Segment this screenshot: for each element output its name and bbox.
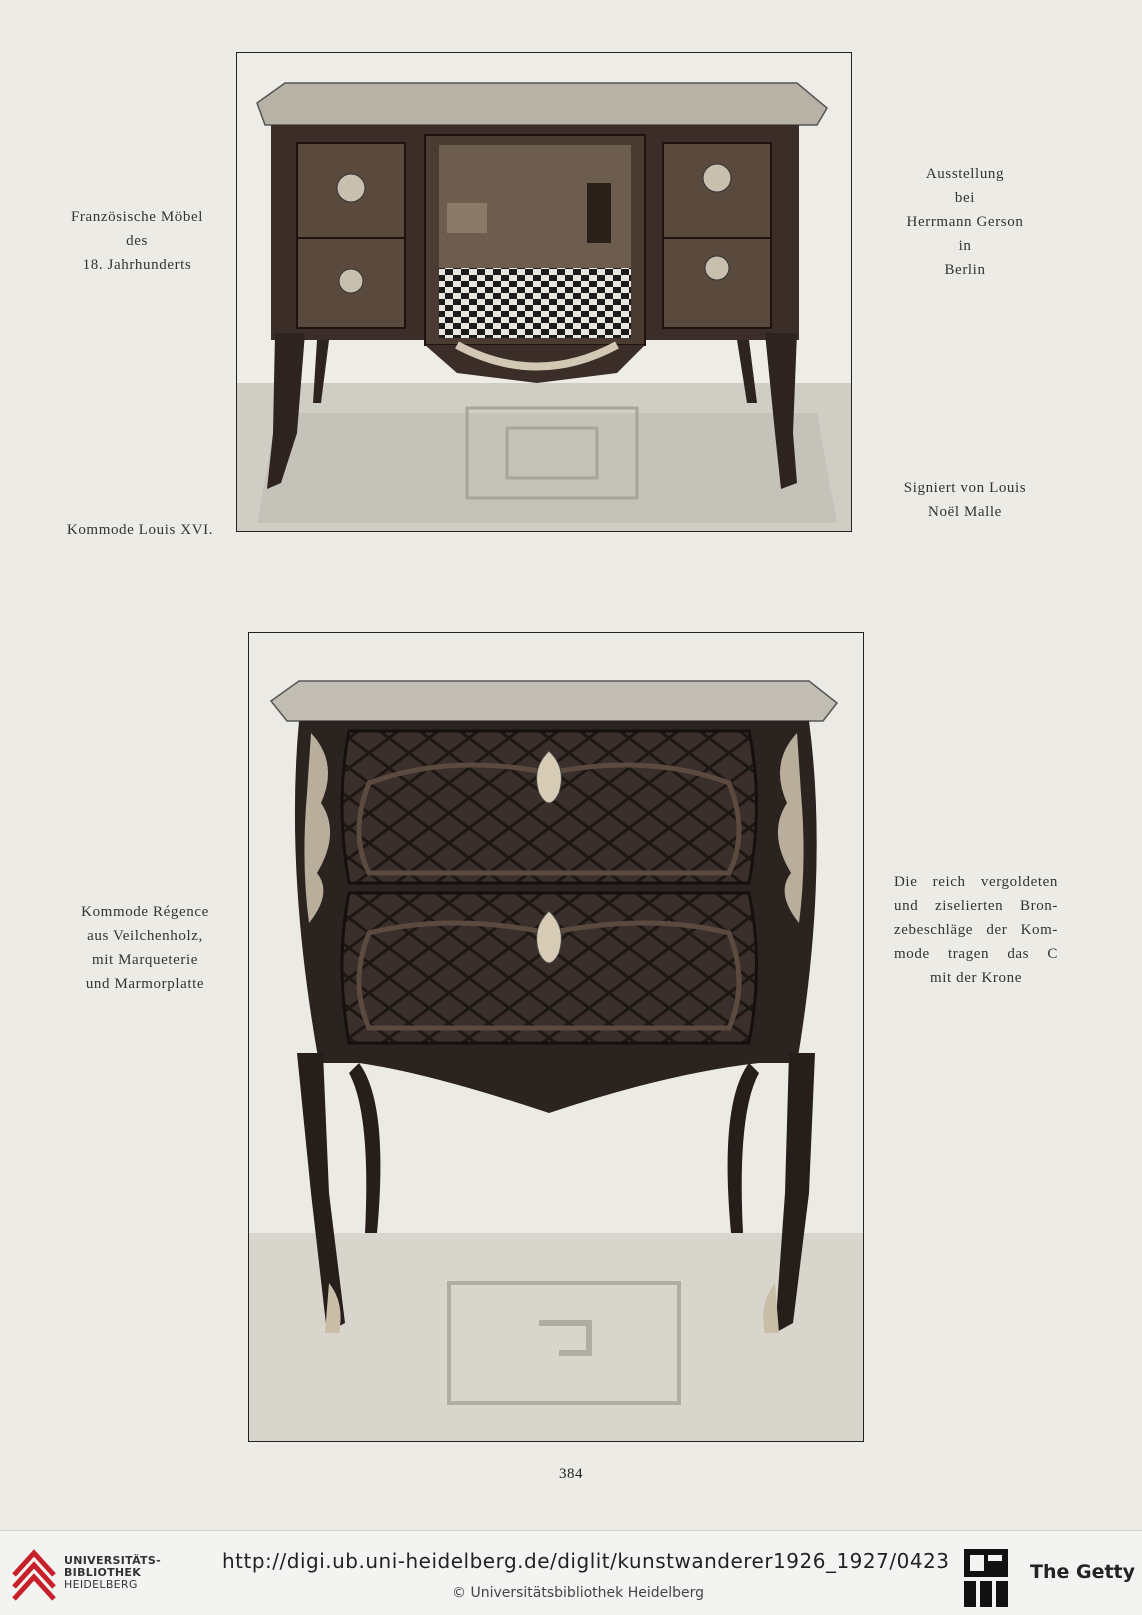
- page-number: 384: [559, 1466, 583, 1482]
- top-right-caption: Ausstellung bei Herrmann Gerson in Berlin: [906, 166, 1024, 278]
- top-left-caption: [52, 205, 222, 277]
- university-library-logo-icon[interactable]: [10, 1547, 58, 1607]
- university-library-name: UNIVERSITÄTS- BIBLIOTHEK HEIDELBERG: [64, 1554, 161, 1591]
- photo-kommode-louis-xvi: [236, 52, 852, 532]
- getty-name: The Getty: [1030, 1561, 1136, 1583]
- photo-kommode-regence: [248, 632, 864, 1442]
- top-left-label: Kommode Louis XVI.: [66, 522, 214, 538]
- caption-line: des: [126, 233, 148, 249]
- caption-line: Französische Möbel: [70, 209, 204, 225]
- bottom-left-caption: Kommode Régence aus Veilchenholz, mit Marqueterie und Marmorplatte: [81, 904, 209, 992]
- viewer-footer: [0, 1530, 1142, 1615]
- copyright-notice: © Universitätsbibliothek Heidelberg: [452, 1585, 705, 1601]
- commode-louis-xvi-image: [237, 53, 851, 531]
- permalink-url[interactable]: http://digi.ub.uni-heidelberg.de/diglit/kunstwanderer1926_1927/0423: [222, 1549, 950, 1573]
- bottom-right-caption: Die reich vergoldeten und ziselierten Bron- zebeschläge der Kom- mode tragen das C mit der Krone: [894, 874, 1058, 986]
- caption-line: 18. Jahrhunderts: [82, 257, 192, 273]
- getty-logo-icon[interactable]: [962, 1547, 1010, 1609]
- commode-regence-image: [249, 633, 863, 1441]
- top-right-label: Signiert von Louis Noël Malle: [903, 480, 1027, 520]
